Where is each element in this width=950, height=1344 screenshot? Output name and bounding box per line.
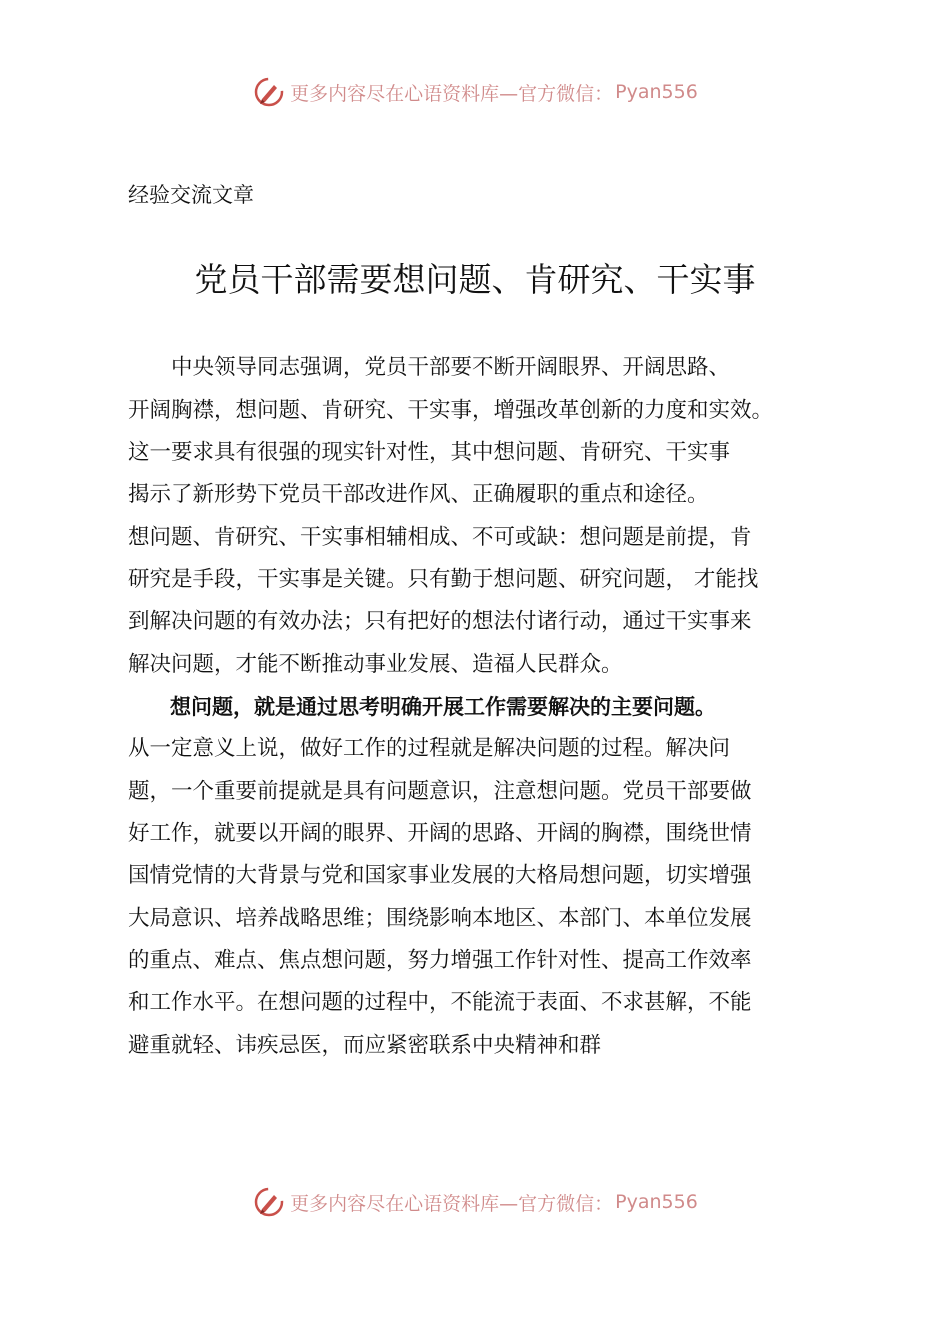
body-line: 避重就轻、讳疾忌医，而应紧密联系中央精神和群 xyxy=(128,1033,602,1058)
footer-watermark-banner xyxy=(0,1180,950,1224)
body-line: 到解决问题的有效办法；只有把好的想法付诸行动，通过干实事来 xyxy=(128,609,752,634)
article-category: 经验交流文章 xyxy=(128,183,254,207)
body-line: 中央领导同志强调，党员干部要不断开阔眼界、开阔思路、 xyxy=(128,355,731,380)
body-line: 解决问题，才能不断推动事业发展、造福人民群众。 xyxy=(128,652,623,677)
body-line: 想问题、肯研究、干实事相辅相成、不可或缺：想问题是前提，肯 xyxy=(128,525,752,550)
pen-logo-icon xyxy=(252,1185,286,1219)
pen-logo-icon xyxy=(252,75,286,109)
body-line: 好工作，就要以开阔的眼界、开阔的思路、开阔的胸襟，围绕世情 xyxy=(128,821,752,846)
body-line: 揭示了新形势下党员干部改进作风、正确履职的重点和途径。 xyxy=(128,482,709,507)
body-line: 的重点、难点、焦点想问题，努力增强工作针对性、提高工作效率 xyxy=(128,948,752,973)
header-watermark-banner xyxy=(0,70,950,114)
body-line: 研究是手段，干实事是关键。只有勤于想问题、研究问题， 才能找 xyxy=(128,567,759,592)
body-line: 和工作水平。在想问题的过程中，不能流于表面、不求甚解，不能 xyxy=(128,990,752,1015)
section-heading-line: 想问题，就是通过思考明确开展工作需要解决的主要问题。 xyxy=(128,695,716,719)
body-line: 国情党情的大背景与党和国家事业发展的大格局想问题，切实增强 xyxy=(128,863,752,888)
body-line: 开阔胸襟，想问题、肯研究、干实事，增强改革创新的力度和实效。 xyxy=(128,398,774,423)
header-wechat-id: Pyan556 xyxy=(615,81,698,103)
body-line: 这一要求具有很强的现实针对性，其中想问题、肯研究、干实事 xyxy=(128,440,731,465)
body-line: 大局意识、培养战略思维；围绕影响本地区、本部门、本单位发展 xyxy=(128,906,752,931)
article-title: 党员干部需要想问题、肯研究、干实事 xyxy=(194,260,756,299)
body-line: 从一定意义上说，做好工作的过程就是解决问题的过程。解决问 xyxy=(128,736,731,761)
header-banner-text: 更多内容尽在心语资料库—官方微信： xyxy=(290,82,614,105)
footer-banner-text: 更多内容尽在心语资料库—官方微信： xyxy=(290,1192,614,1215)
footer-wechat-id: Pyan556 xyxy=(615,1191,698,1213)
body-line: 题，一个重要前提就是具有问题意识，注意想问题。党员干部要做 xyxy=(128,779,752,804)
